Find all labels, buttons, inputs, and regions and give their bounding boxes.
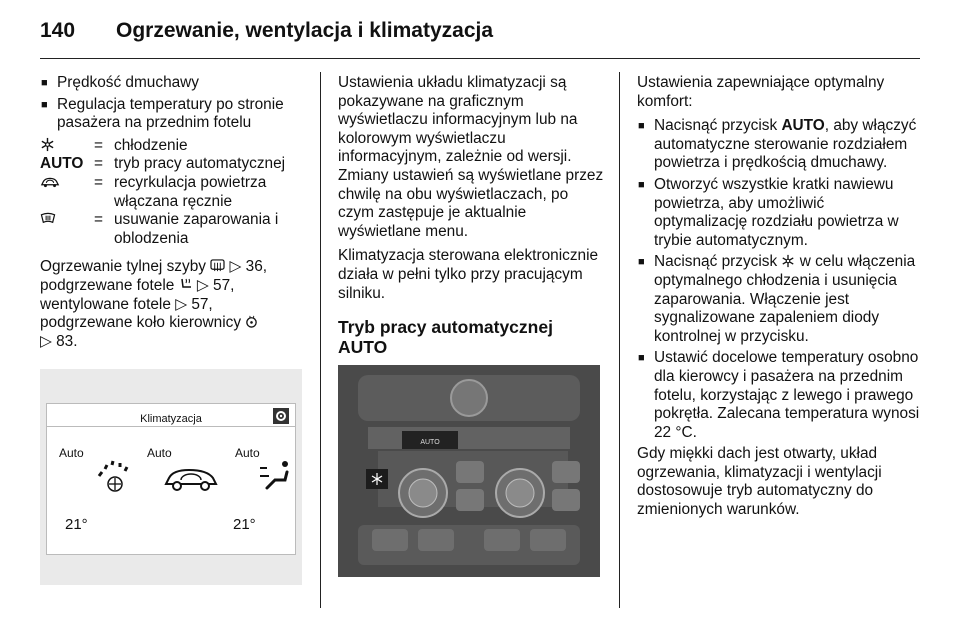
panel-button [456, 461, 484, 483]
list-item: ■ Prędkość dmuchawy [40, 74, 302, 93]
column-3 [637, 74, 921, 526]
panel-button [552, 461, 580, 483]
page-ref-arrow-icon: ▷ [175, 295, 188, 313]
steering-wheel-heat-icon [245, 315, 258, 328]
paragraph: Klimatyzacja sterowana elektronicznie działa w pełni tylko przy pracującym silniku. [338, 247, 599, 302]
list-item: ■ Nacisnąć przycisk AUTO, aby włączyć automatyczne sterowanie rozdziałem powietrza i prędkością dmuchawy. [637, 117, 921, 173]
temperature-left: 21° [65, 516, 88, 534]
list-item: ■ Ustawić docelowe temperatury osobno dla kierowcy i pasażera na przednim fotelu, korzystając z lewego i prawego pokrętła. Zalecana temperatura wynosi 22 °C. [637, 349, 921, 442]
control-panel-drawing [338, 365, 600, 577]
page-ref[interactable]: 36, [245, 258, 268, 276]
panel-button [372, 529, 408, 551]
legend-row-defrost: = usuwanie zaparowania i oblodzenia [40, 211, 302, 248]
page-ref-arrow-icon: ▷ [196, 276, 209, 294]
panel-button [418, 529, 454, 551]
page-title: Ogrzewanie, wentylacja i klimatyzacja [116, 19, 494, 42]
panel-button [552, 489, 580, 511]
snowflake-icon [40, 137, 55, 152]
list-item: ■ Otworzyć wszystkie kratki nawiewu powietrza, aby umożliwić optymalizację rozdziału powietrza w trybie automatycznym. [637, 176, 921, 250]
page-header [40, 14, 493, 48]
panel-button [456, 489, 484, 511]
header-rule [40, 58, 920, 59]
column-divider-2 [619, 72, 620, 608]
paragraph: Gdy miękki dach jest otwarty, układ ogrzewania, klimatyzacji i wentylacji dostosowuje tryb automatyczny do zmienionych warunków. [637, 445, 882, 519]
auto-display-label: AUTO [420, 439, 440, 447]
center-knob [451, 380, 487, 416]
page-ref[interactable]: 83. [56, 332, 78, 350]
section-heading: Tryb pracy automatycznej AUTO [338, 317, 553, 358]
auto-label-left: Auto [59, 446, 84, 461]
settings-icon [273, 408, 289, 424]
list-item: ■ Regulacja temperatury po stronie pasażera na przednim fotelu [40, 96, 302, 133]
snowflake-icon [781, 254, 795, 268]
windscreen-defrost-icon [40, 211, 56, 226]
rear-window-heat-icon [210, 259, 225, 272]
fan-speed-icon [93, 460, 137, 494]
auto-label-mid: Auto [147, 446, 172, 461]
column-divider-1 [320, 72, 321, 608]
bullet-list [40, 74, 302, 133]
climate-screen [46, 403, 296, 555]
screen-title: Klimatyzacja [140, 413, 202, 426]
paragraph: Ustawienia zapewniające optymalny komfort: [637, 74, 885, 110]
symbol-legend [40, 137, 302, 249]
bullet-list [637, 117, 921, 442]
car-recirculation-icon [40, 175, 60, 189]
legend-row-cooling: = chłodzenie [40, 137, 302, 156]
page-number: 140 [40, 19, 76, 42]
legend-symbol [40, 137, 94, 156]
panel-button [530, 529, 566, 551]
legend-symbol: AUTO [40, 155, 84, 173]
seat-heat-icon [179, 277, 193, 291]
page-ref-arrow-icon: ▷ [229, 258, 242, 276]
paragraph: Ustawienia układu klimatyzacji są pokazywane na graficznym wyświetlaczu informacyjnym lub na kolorowym wyświetlaczu informacyjnym, zależnie od wersji. Zmiany ustawień są wyświetlane przez chwilę na obu wyświetlaczach, po czym zastępuje je aktualnie wyświetlane menu. [338, 74, 604, 240]
page-ref[interactable]: 57, [213, 276, 235, 294]
panel-button [484, 529, 520, 551]
list-item: ■ Nacisnąć przycisk w celu włączenia optymalnego chłodzenia i usunięcia zaparowania. Włączenie jest sygnalizowane zapaleniem diody kontrolnej w przycisku. [637, 253, 921, 346]
auto-label-right: Auto [235, 446, 260, 461]
reference-paragraph: Ogrzewanie tylnej szyby ▷ 36, podgrzewane fotele ▷ 57, wentylowane fotele ▷ 57, podgrzewane koło kierownicy ▷ 83. [40, 258, 268, 350]
page-ref-arrow-icon: ▷ [40, 332, 52, 350]
legend-symbol [40, 174, 94, 211]
climate-display-figure [40, 369, 302, 585]
legend-row-recirculation: = recyrkulacja powietrza włączana ręcznie [40, 174, 302, 211]
control-panel-photo [338, 365, 600, 577]
column-1 [40, 74, 302, 585]
temperature-right: 21° [233, 516, 256, 534]
legend-symbol [40, 211, 94, 248]
screen-divider [47, 426, 295, 427]
air-distribution-seat-icon [257, 458, 293, 494]
page-ref[interactable]: 57, [191, 295, 213, 313]
auto-key-label: AUTO [781, 117, 825, 135]
legend-row-auto: AUTO = tryb pracy automatycznej [40, 155, 286, 173]
car-recirculation-icon [163, 464, 219, 494]
column-2 [338, 74, 604, 577]
